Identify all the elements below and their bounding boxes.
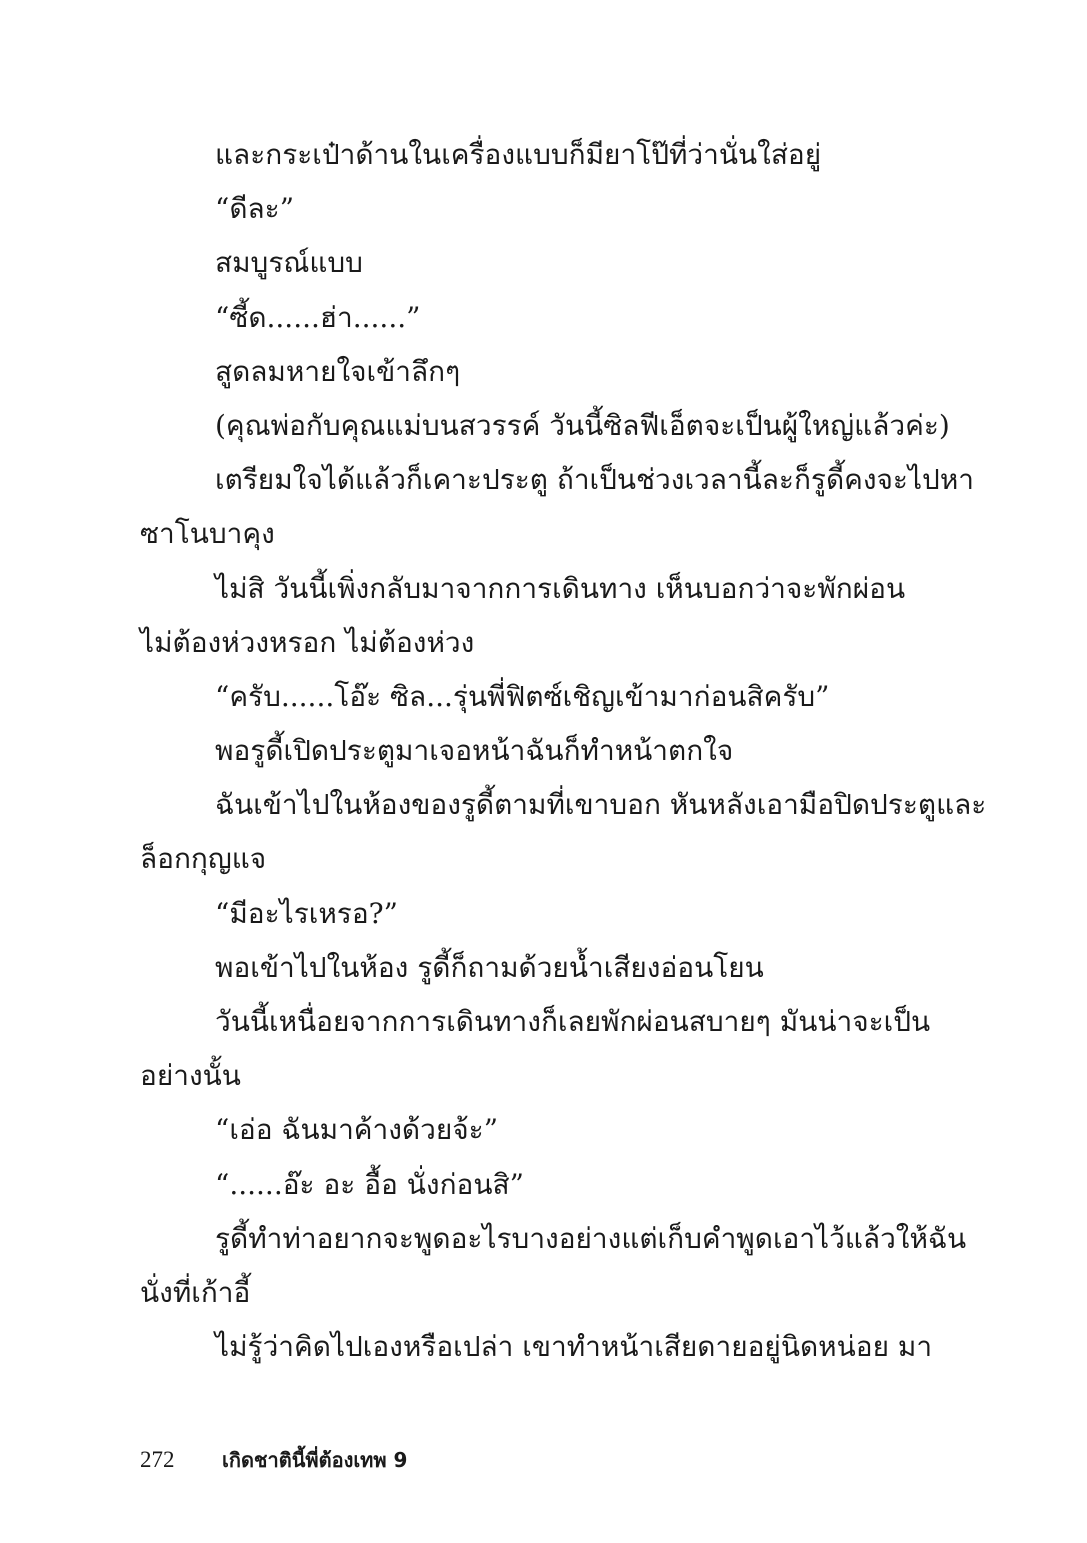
text-line: ซาโนบาคุง: [140, 517, 275, 551]
text-line: “ครับ......โอ๊ะ ซิล...รุ่นพี่ฟิตซ์เชิญเข้ามาก่อนสิครับ”: [215, 679, 830, 713]
page-number: 272: [140, 1447, 175, 1472]
text-line: อย่างนั้น: [140, 1059, 241, 1093]
text-line: “มีอะไรเหรอ?”: [215, 896, 398, 930]
text-line: ไม่รู้ว่าคิดไปเองหรือเปล่า เขาทำหน้าเสียดายอยู่นิดหน่อย มา: [215, 1330, 933, 1364]
text-line: พอรูดี้เปิดประตูมาเจอหน้าฉันก็ทำหน้าตกใจ: [215, 734, 734, 768]
text-line: “เอ่อ ฉันมาค้างด้วยจ้ะ”: [215, 1113, 499, 1147]
text-line: เตรียมใจได้แล้วก็เคาะประตู ถ้าเป็นช่วงเวลานี้ละก็รูดี้คงจะไปหา: [215, 463, 975, 497]
text-line: “ดีละ”: [215, 192, 295, 226]
page-footer: [140, 1440, 407, 1480]
text-line: สมบูรณ์แบบ: [215, 246, 363, 280]
text-line: พอเข้าไปในห้อง รูดี้ก็ถามด้วยน้ำเสียงอ่อนโยน: [215, 950, 764, 984]
book-title: เกิดชาตินี้พี่ต้องเทพ 9: [222, 1448, 408, 1472]
text-line: ไม่สิ วันนี้เพิ่งกลับมาจากการเดินทาง เห็นบอกว่าจะพักผ่อน: [215, 571, 906, 605]
text-line: และกระเป๋าด้านในเครื่องแบบก็มียาโป๊ที่ว่านั่นใส่อยู่: [215, 138, 822, 171]
text-line: วันนี้เหนื่อยจากการเดินทางก็เลยพักผ่อนสบายๆ มันน่าจะเป็น: [215, 1005, 931, 1038]
text-line: นั่งที่เก้าอี้: [140, 1275, 251, 1309]
text-line: “ซี้ด......ฮ่า......”: [215, 300, 421, 334]
text-line: (คุณพ่อกับคุณแม่บนสวรรค์ วันนี้ซิลฟีเอ็ตจะเป็นผู้ใหญ่แล้วค่ะ): [215, 408, 950, 442]
text-line: สูดลมหายใจเข้าลึกๆ: [215, 354, 461, 388]
body-text: [140, 128, 987, 1374]
text-line: ไม่ต้องห่วงหรอก ไม่ต้องห่วง: [140, 625, 475, 659]
text-line: ฉันเข้าไปในห้องของรูดี้ตามที่เขาบอก หันหลังเอามือปิดประตูและ: [215, 788, 987, 822]
text-line: รูดี้ทำท่าอยากจะพูดอะไรบางอย่างแต่เก็บคำพูดเอาไว้แล้วให้ฉัน: [215, 1221, 967, 1255]
text-line: “......อ๊ะ อะ อื้อ นั่งก่อนสิ”: [215, 1167, 524, 1201]
text-line: ล็อกกุญแจ: [140, 842, 267, 876]
